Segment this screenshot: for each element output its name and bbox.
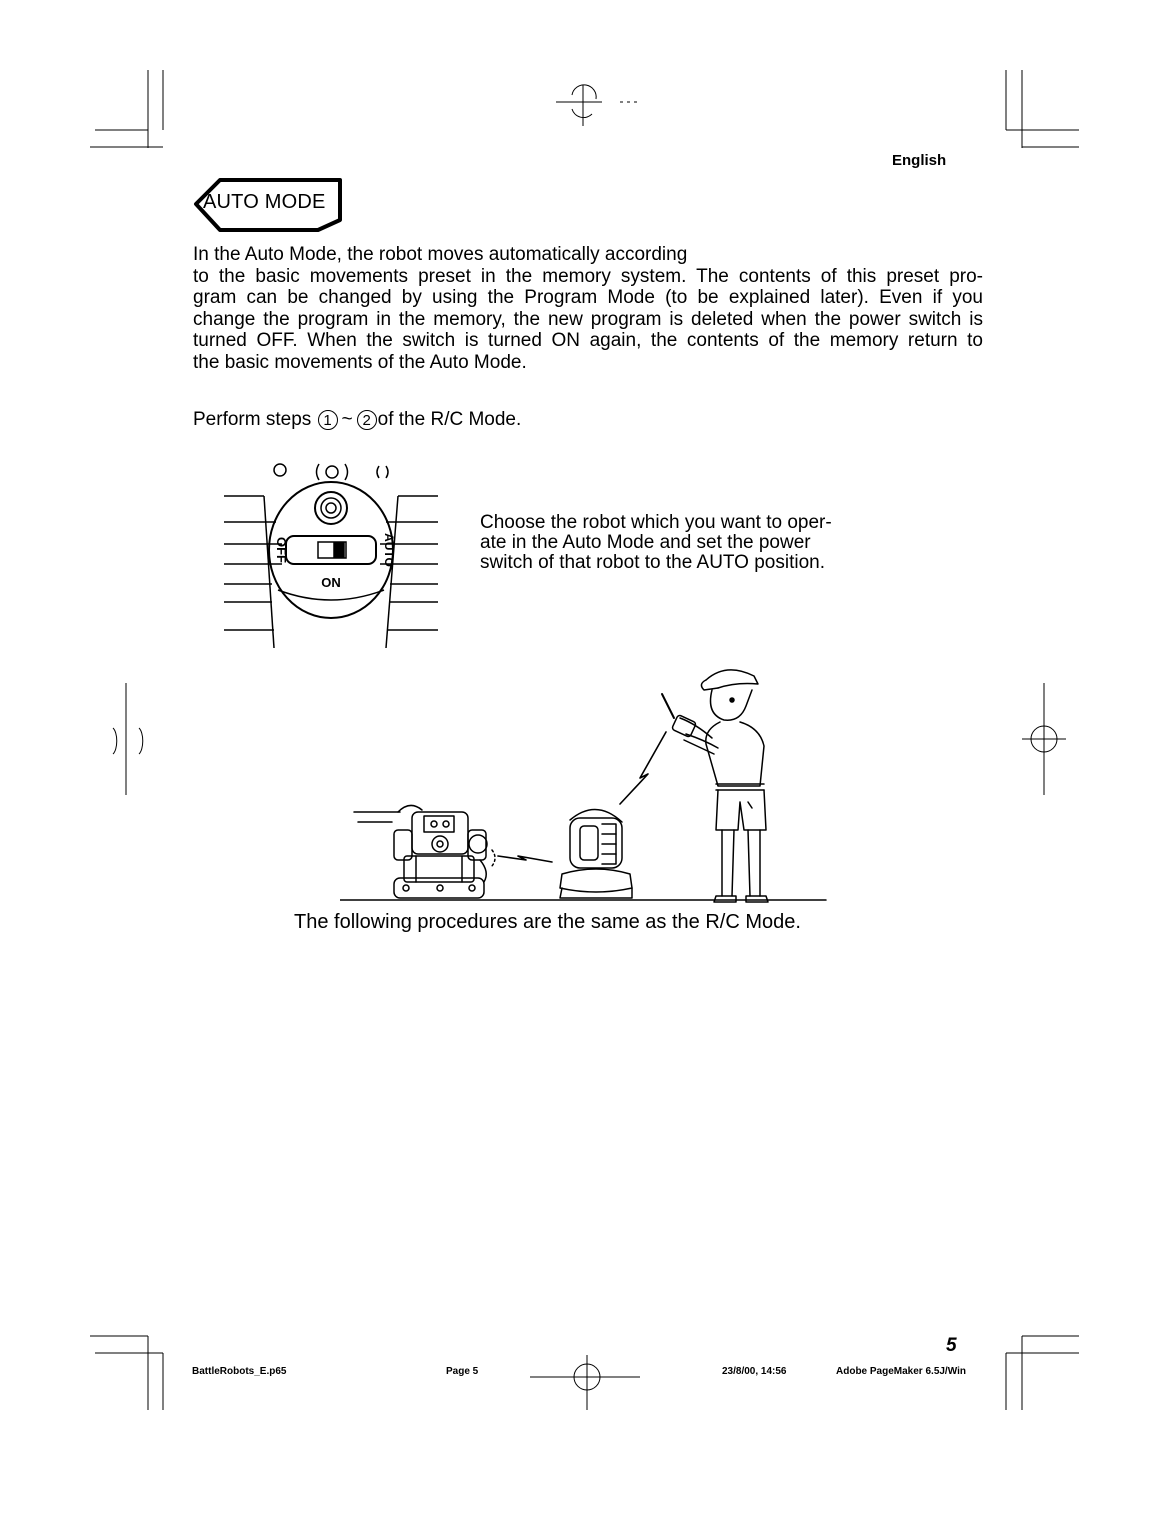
steps-suffix: of the R/C Mode. bbox=[377, 409, 522, 430]
intro-line: to the basic movements preset in the memory system. The contents of this preset pro- bbox=[193, 265, 983, 287]
operator-boy-figure bbox=[662, 670, 768, 902]
step-number-circle: 2 bbox=[357, 410, 377, 430]
intro-line: change the program in the memory, the new program is deleted when the power switch is bbox=[193, 308, 983, 330]
intro-line: the basic movements of the Auto Mode. bbox=[193, 351, 527, 373]
intro-line: In the Auto Mode, the robot moves automatically according bbox=[193, 244, 688, 265]
auto-robot-figure bbox=[394, 805, 487, 898]
switch-label-on: ON bbox=[321, 575, 341, 590]
step-number-circle: 1 bbox=[318, 410, 338, 430]
instruction-line: ate in the Auto Mode and set the power bbox=[480, 532, 811, 553]
steps-separator: ~ bbox=[341, 409, 353, 430]
page-number: 5 bbox=[946, 1335, 957, 1356]
intro-paragraph bbox=[193, 244, 983, 373]
switch-label-auto: AUTO bbox=[382, 533, 396, 567]
footer-page: Page 5 bbox=[446, 1366, 479, 1377]
following-procedures-note: The following procedures are the same as the R/C Mode. bbox=[294, 911, 801, 933]
switch-label-off: OFF bbox=[274, 537, 289, 563]
steps-instruction bbox=[193, 409, 521, 431]
choose-robot-instruction bbox=[480, 513, 862, 573]
footer-software: Adobe PageMaker 6.5J/Win bbox=[836, 1366, 966, 1377]
robots-and-operator-illustration bbox=[340, 660, 830, 910]
intro-line: turned OFF. When the switch is turned ON again, the contents of the memory return to bbox=[193, 330, 983, 351]
intro-line: gram can be changed by using the Program Mode (to be explained later). Even if you bbox=[193, 287, 983, 308]
language-label: English bbox=[892, 152, 947, 169]
power-switch-illustration bbox=[222, 460, 440, 650]
footer-filename: BattleRobots_E.p65 bbox=[192, 1366, 287, 1377]
footer-datetime: 23/8/00, 14:56 bbox=[722, 1366, 787, 1377]
opponent-robot-figure bbox=[560, 809, 632, 898]
instruction-line: Choose the robot which you want to oper- bbox=[480, 512, 832, 533]
instruction-line: switch of that robot to the AUTO position. bbox=[480, 552, 825, 573]
section-title: AUTO MODE bbox=[203, 191, 326, 213]
steps-prefix: Perform steps bbox=[193, 409, 312, 430]
